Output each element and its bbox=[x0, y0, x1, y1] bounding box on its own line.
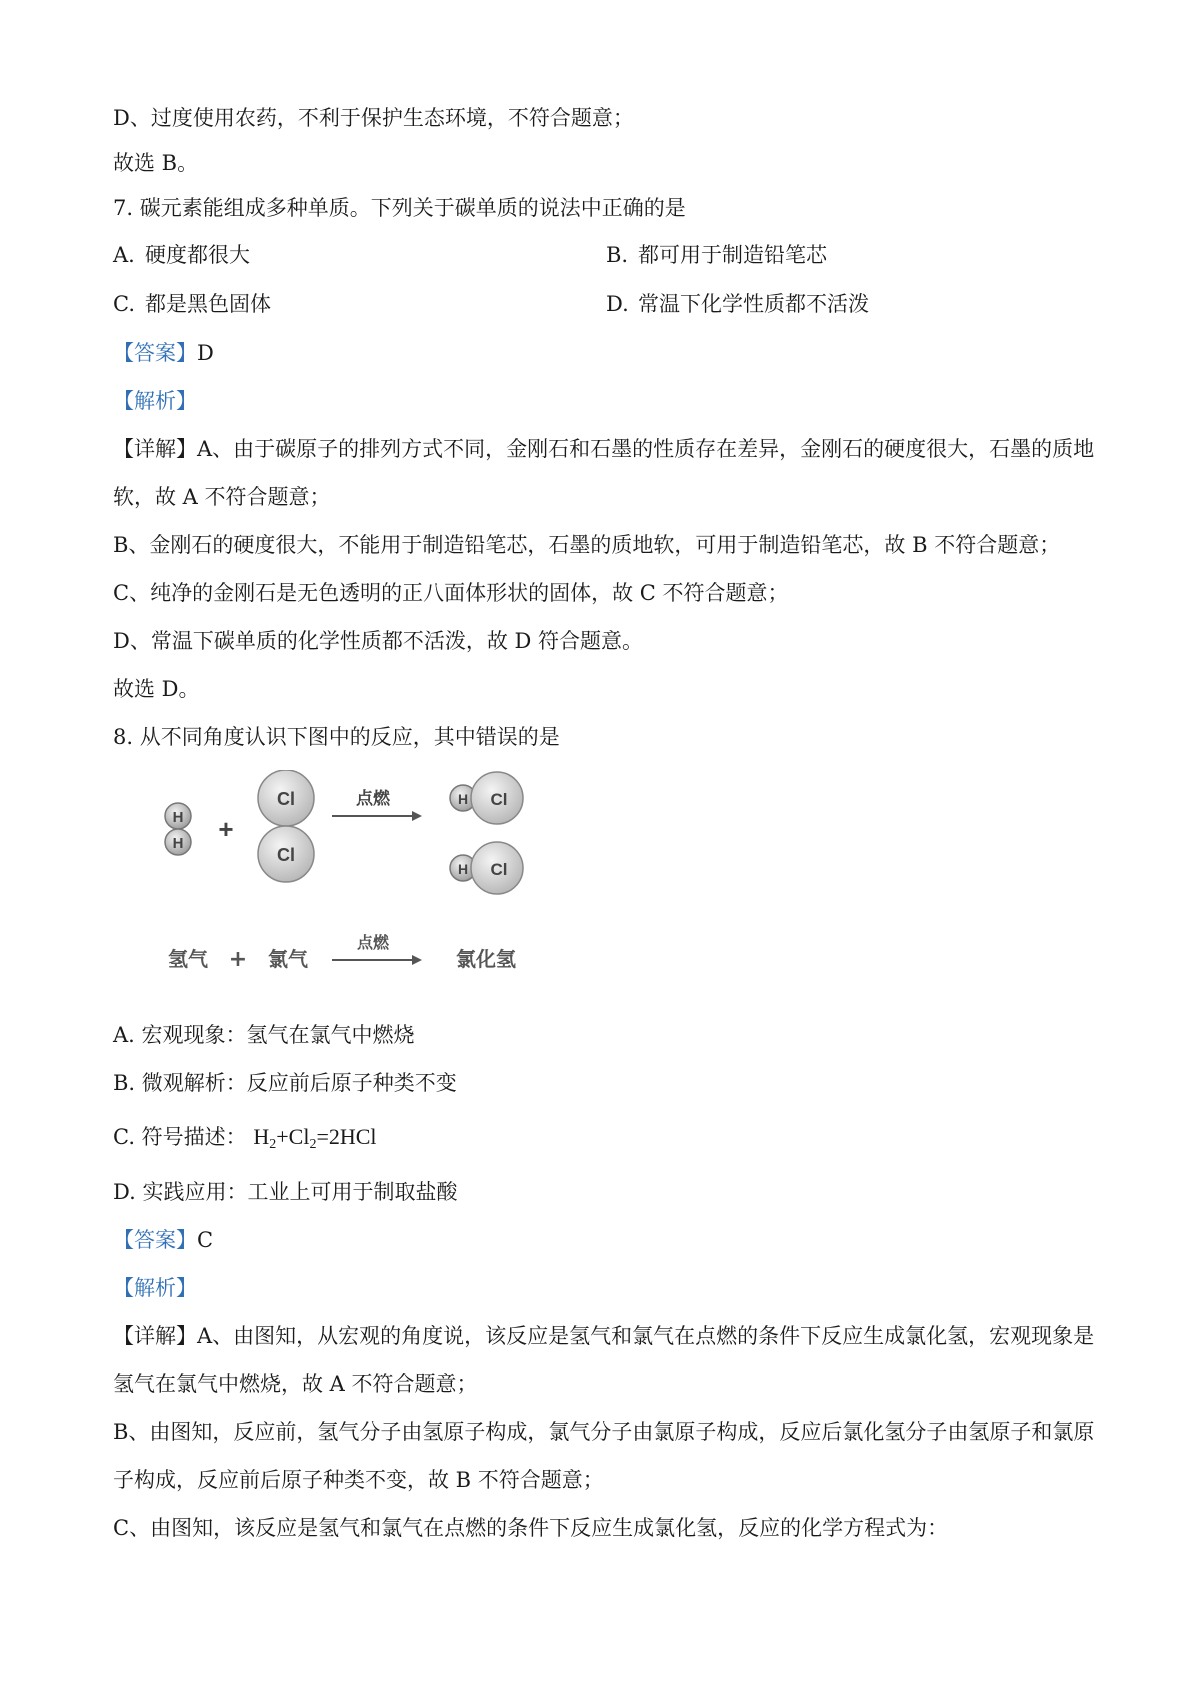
cl-atom-label: Cl bbox=[277, 845, 295, 865]
word-hydrogen: 氢气 bbox=[168, 947, 208, 971]
detail-line: 故选 D。 bbox=[113, 677, 200, 701]
analysis-tag: 【解析】 bbox=[113, 389, 197, 413]
q8-option-b: B. 微观解析：反应前后原子种类不变 bbox=[113, 1071, 457, 1095]
answer-value: C bbox=[197, 1228, 214, 1252]
word-hcl: 氯化氢 bbox=[456, 947, 516, 971]
cl-atom-label: Cl bbox=[490, 790, 508, 809]
detail-line: B、金刚石的硬度很大，不能用于制造铅笔芯，石墨的质地软，可用于制造铅笔芯，故 B 不符合题意； bbox=[113, 533, 1061, 557]
reaction-diagram bbox=[160, 770, 570, 990]
h-atom-label: H bbox=[172, 809, 184, 826]
detail-line: 软，故 A 不符合题意； bbox=[113, 485, 331, 509]
detail-line: C、由图知，该反应是氢气和氯气在点燃的条件下反应生成氯化氢，反应的化学方程式为： bbox=[113, 1516, 949, 1540]
q8-option-c: C. 符号描述： $H_2+Cl_2=2HCl$ bbox=[113, 1124, 377, 1152]
h-atom-label: H bbox=[457, 791, 469, 807]
detail-line: 【详解】A、由图知，从宏观的角度说，该反应是氢气和氯气在点燃的条件下反应生成氯化氢，宏观现象是 bbox=[113, 1324, 1095, 1348]
q7-option-c: C. 都是黑色固体 bbox=[113, 292, 271, 316]
h-atom-label: H bbox=[172, 835, 184, 852]
text-line: D、过度使用农药，不利于保护生态环境，不符合题意； bbox=[113, 106, 634, 130]
q7-option-d: D. 常温下化学性质都不活泼 bbox=[606, 292, 869, 316]
word-chlorine: 氯气 bbox=[268, 947, 308, 971]
word-plus: + bbox=[228, 947, 248, 972]
reaction-svg bbox=[160, 770, 570, 990]
detail-line: D、常温下碳单质的化学性质都不活泼，故 D 符合题意。 bbox=[113, 629, 644, 653]
chemical-equation: $H_2+Cl_2=2HCl$ bbox=[253, 1124, 377, 1152]
h-atom-label: H bbox=[457, 861, 469, 877]
q7-option-b: B. 都可用于制造铅笔芯 bbox=[606, 243, 827, 267]
detail-line: 子构成，反应前后原子种类不变，故 B 不符合题意； bbox=[113, 1468, 604, 1492]
condition-label: 点燃 bbox=[356, 789, 390, 808]
answer-8 bbox=[113, 1225, 213, 1255]
answer-tag: 【答案】 bbox=[113, 1228, 197, 1252]
word-condition: 点燃 bbox=[356, 933, 390, 952]
detail-line: C、纯净的金刚石是无色透明的正八面体形状的固体，故 C 不符合题意； bbox=[113, 581, 789, 605]
word-arrow-head bbox=[412, 955, 422, 965]
arrow-head bbox=[412, 811, 422, 821]
detail-line: B、由图知，反应前，氢气分子由氢原子构成，氯气分子由氯原子构成，反应后氯化氢分子由氢原子和氯原 bbox=[113, 1420, 1095, 1444]
detail-line: 氢气在氯气中燃烧，故 A 不符合题意； bbox=[113, 1372, 478, 1396]
question-7: 7. 碳元素能组成多种单质。下列关于碳单质的说法中正确的是 bbox=[113, 196, 686, 220]
cl-atom-label: Cl bbox=[277, 789, 295, 809]
plus-sign: + bbox=[218, 814, 234, 844]
q8-option-d: D. 实践应用：工业上可用于制取盐酸 bbox=[113, 1180, 458, 1204]
text-line: 故选 B。 bbox=[113, 151, 199, 175]
answer-7 bbox=[113, 338, 214, 368]
question-8: 8. 从不同角度认识下图中的反应，其中错误的是 bbox=[113, 725, 560, 749]
analysis-tag: 【解析】 bbox=[113, 1276, 197, 1300]
detail-line: 【详解】A、由于碳原子的排列方式不同，金刚石和石墨的性质存在差异，金刚石的硬度很大，石墨的质地 bbox=[113, 437, 1095, 461]
q7-option-a: A. 硬度都很大 bbox=[113, 243, 250, 267]
q8-option-a: A. 宏观现象：氢气在氯气中燃烧 bbox=[113, 1023, 415, 1047]
cl-atom-label: Cl bbox=[490, 860, 508, 879]
answer-value: D bbox=[197, 341, 214, 365]
answer-tag: 【答案】 bbox=[113, 341, 197, 365]
